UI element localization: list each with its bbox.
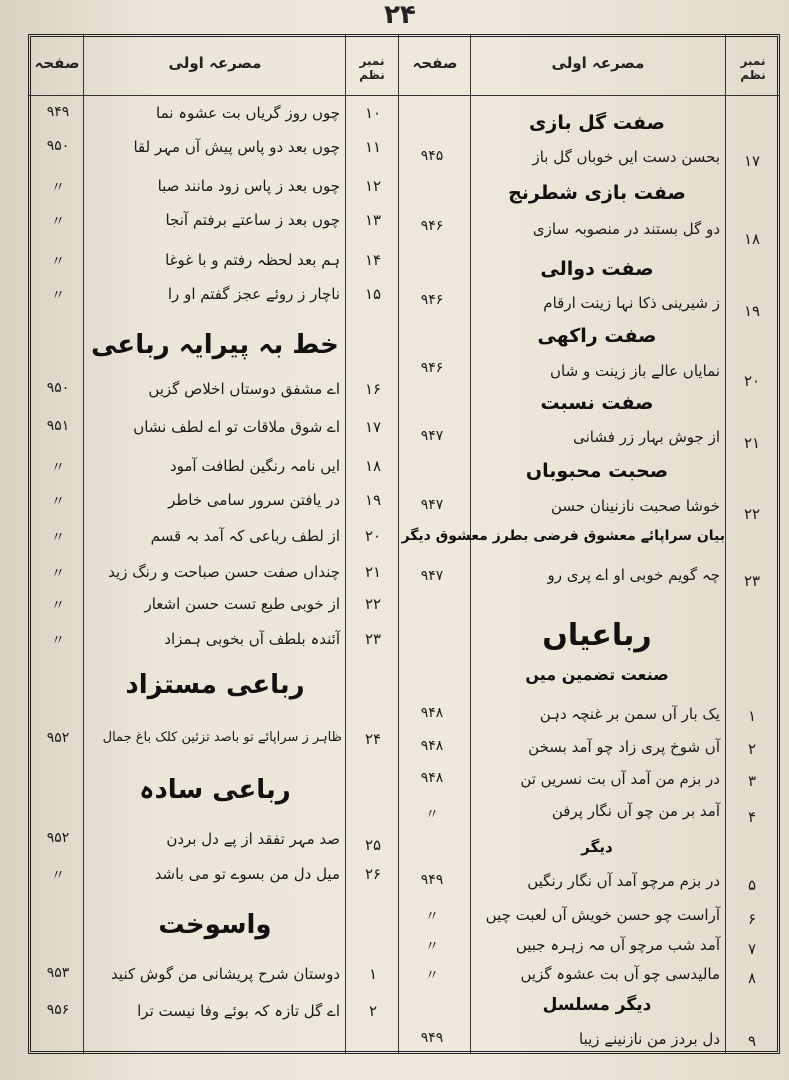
left-num: ۱۵	[364, 285, 382, 303]
section-heading: صفت گل بازی	[528, 112, 665, 134]
left-verse: چوں بعد ز ساعتے برفتم آنجا	[165, 211, 340, 229]
section-heading: رباعیاں	[542, 618, 652, 653]
left-num: ۱۳	[364, 211, 382, 229]
right-num: ۲۲	[743, 505, 761, 523]
left-page-no: 〃	[51, 180, 65, 196]
right-num: ۲۰	[743, 372, 761, 390]
right-num-header: نمبر نظم	[740, 54, 766, 82]
left-num: ۲۶	[364, 865, 382, 883]
right-verse: دل بردز من نازنینے زیبا	[579, 1030, 720, 1048]
left-page-no: ۹۵۳	[46, 965, 70, 981]
right-page-no: ۹۴۸	[420, 770, 444, 786]
right-num: ۵	[747, 876, 757, 894]
left-num: ۱۱	[364, 138, 382, 156]
left-verse: چوں بعد ز پاس زود مانند صبا	[157, 177, 340, 195]
section-subheading: دیگر	[581, 838, 613, 856]
section-heading: رباعی سادہ	[139, 775, 291, 805]
right-num: ۹	[747, 1032, 757, 1050]
right-num: ۶	[747, 910, 757, 928]
left-verse: از لطف رباعی کہ آمد بہ قسم	[150, 527, 340, 545]
right-num: ۱۸	[743, 230, 761, 248]
left-page-header: صفحہ	[34, 54, 80, 72]
left-verse: ہم بعد لحظہ رفتم و با غوغا	[165, 251, 340, 269]
left-page-no: 〃	[51, 288, 65, 304]
left-num: ۱۹	[364, 491, 382, 509]
column-divider	[398, 34, 399, 1054]
right-verse: آراست چو حسن خویش آں لعبت چیں	[485, 906, 720, 924]
column-divider	[83, 34, 84, 1054]
column-divider	[345, 34, 346, 1054]
right-num: ۲	[747, 740, 757, 758]
right-num: ۴	[747, 808, 757, 826]
left-num: ۱۶	[364, 380, 382, 398]
left-page-no: ۹۵۰	[46, 138, 70, 154]
right-verse: در بزم من آمد آں بت نسریں تن	[520, 770, 720, 788]
right-page-no: ۹۴۷	[420, 428, 444, 444]
left-verse: آئندہ بلطف آں بخوبی ہمزاد	[164, 630, 340, 648]
right-page-no: 〃	[425, 909, 439, 925]
left-num: ۱۸	[364, 457, 382, 475]
section-subheading: دیگر مسلسل	[542, 995, 652, 1015]
right-page-no: ۹۴۵	[420, 148, 444, 164]
right-page-no: ۹۴۸	[420, 738, 444, 754]
left-verse: ایں نامہ رنگین لطافت آمود	[169, 457, 340, 475]
section-heading: صفت راکھی	[537, 325, 657, 347]
left-page-no: 〃	[51, 494, 65, 510]
right-page-no: 〃	[425, 939, 439, 955]
right-page-no: ۹۴۷	[420, 568, 444, 584]
left-page-no: 〃	[51, 254, 65, 270]
left-page-no: ۹۵۲	[46, 830, 70, 846]
left-page-no: ۹۵۶	[46, 1002, 70, 1018]
right-verse: چہ گویم خوبی او اے پری رو	[547, 566, 720, 584]
left-verse: چنداں صفت حسن صباحت و رنگ زید	[108, 563, 340, 581]
left-num: ۲۱	[364, 563, 382, 581]
left-page-no: ۹۴۹	[46, 104, 70, 120]
left-verse: اے مشفق دوستاں اخلاص گزیں	[148, 380, 340, 398]
right-num: ۳	[747, 772, 757, 790]
left-page-no: ۹۵۲	[46, 730, 70, 746]
column-divider	[470, 34, 471, 1054]
right-verse: ز شیرینی ذکا نہا زینت ارقام	[543, 294, 720, 312]
left-page-no: 〃	[51, 460, 65, 476]
left-num-header: نمبر نظم	[359, 54, 385, 82]
left-page-no: 〃	[51, 566, 65, 582]
left-verse: ظاہر ز سراپائے تو باصد تزئین کلک باغ جمال	[102, 730, 342, 745]
section-heading: صفت نسبت	[540, 392, 654, 414]
right-page-no: ۹۴۹	[420, 872, 444, 888]
right-verse: نمایاں عالے باز زینت و شاں	[550, 362, 720, 380]
section-heading: صفت بازی شطرنج	[508, 182, 686, 204]
right-page-no: ۹۴۸	[420, 705, 444, 721]
left-verse: صد مہر تفقد از پے دل بردن	[166, 830, 340, 848]
left-verse-header: مصرعہ اولی	[168, 54, 262, 72]
right-page-no: ۹۴۹	[420, 1030, 444, 1046]
left-num: ۲۵	[364, 836, 382, 854]
left-num: ۱۷	[364, 418, 382, 436]
right-num: ۷	[747, 940, 757, 958]
right-page-no: 〃	[425, 807, 439, 823]
right-num: ۲۱	[743, 434, 761, 452]
section-heading: صفت دوالی	[540, 258, 654, 280]
right-page-no: 〃	[425, 968, 439, 984]
right-num: ۱۹	[743, 302, 761, 320]
section-heading: خط بہ پیرایہ رباعی	[91, 330, 339, 360]
left-verse: دوستان شرح پریشانی من گوش کنید	[111, 965, 340, 983]
section-heading: بیان سراپائے معشوق فرضی بطرز معشوق دیگر	[401, 528, 725, 544]
left-num: ۲۰	[364, 527, 382, 545]
right-verse: آمد بر من چو آں نگار پرفن	[551, 802, 720, 820]
left-verse: اے شوق ملاقات تو اے لطف نشاں	[133, 418, 340, 436]
left-page-no: ۹۵۰	[46, 380, 70, 396]
section-heading: واسوخت	[158, 910, 272, 940]
right-page-no: ۹۴۷	[420, 497, 444, 513]
left-verse: ناچار ز روئے عجز گفتم او را	[167, 285, 340, 303]
right-num: ۱	[747, 707, 757, 725]
right-verse: یک بار آں سمن بر غنچہ دہن	[539, 705, 720, 723]
left-page-no: 〃	[51, 598, 65, 614]
right-verse: بحسن دست ایں خوباں گل باز	[532, 148, 720, 166]
page-number: ۲۴	[384, 0, 416, 30]
left-verse: اے گل تازہ کہ بوئے وفا نیست ترا	[137, 1002, 340, 1020]
right-verse: آمد شب مرچو آں مہ زہرہ جبیں	[515, 936, 720, 954]
left-page-no: 〃	[51, 868, 65, 884]
section-heading: صحبت محبوباں	[525, 460, 669, 482]
section-heading: رباعی مستزاد	[125, 670, 305, 700]
right-verse: از جوش بہار زر فشانی	[573, 428, 720, 446]
right-verse: دو گل بستند در منصوبہ سازی	[532, 220, 720, 238]
right-verse: مالیدسی چو آں بت عشوہ گزیں	[520, 965, 720, 983]
left-page-no: 〃	[51, 214, 65, 230]
left-verse: چوں روز گریاں بت عشوہ نما	[156, 104, 340, 122]
left-verse: میل دل من بسوے تو می باشد	[154, 865, 340, 883]
column-divider	[725, 34, 726, 1054]
right-verse: خوشا صحبت نازنینان حسن	[550, 497, 720, 515]
left-num: ۱۲	[364, 177, 382, 195]
right-num: ۲۳	[743, 572, 761, 590]
left-verse: در یافتن سرور سامی خاطر	[168, 491, 340, 509]
right-page-no: ۹۴۶	[420, 360, 444, 376]
left-verse: چوں بعد دو پاس پیش آں مہر لقا	[133, 138, 340, 156]
right-verse: در بزم مرچو آمد آں نگار رنگیں	[527, 872, 720, 890]
right-verse-header: مصرعہ اولی	[551, 54, 645, 72]
left-num: ۱۰	[364, 104, 382, 122]
section-subheading: صنعت تضمین میں	[525, 665, 669, 684]
right-num: ۱۷	[743, 152, 761, 170]
left-page-no: ۹۵۱	[46, 418, 70, 434]
left-num: ۱۴	[364, 251, 382, 269]
header-divider	[28, 95, 780, 96]
right-page-no: ۹۴۶	[420, 292, 444, 308]
left-verse: از خوبی طبع تست حسن اشعار	[144, 595, 340, 613]
left-num: ۲۴	[364, 730, 382, 748]
left-num: ۲۲	[364, 595, 382, 613]
right-verse: آں شوخ پری زاد چو آمد بسخن	[528, 738, 720, 756]
left-num: ۲	[368, 1002, 378, 1020]
left-num: ۱	[368, 965, 378, 983]
left-num: ۲۳	[364, 630, 382, 648]
left-page-no: 〃	[51, 530, 65, 546]
right-page-header: صفحہ	[412, 54, 458, 72]
right-page-no: ۹۴۶	[420, 218, 444, 234]
left-page-no: 〃	[51, 633, 65, 649]
right-num: ۸	[747, 969, 757, 987]
